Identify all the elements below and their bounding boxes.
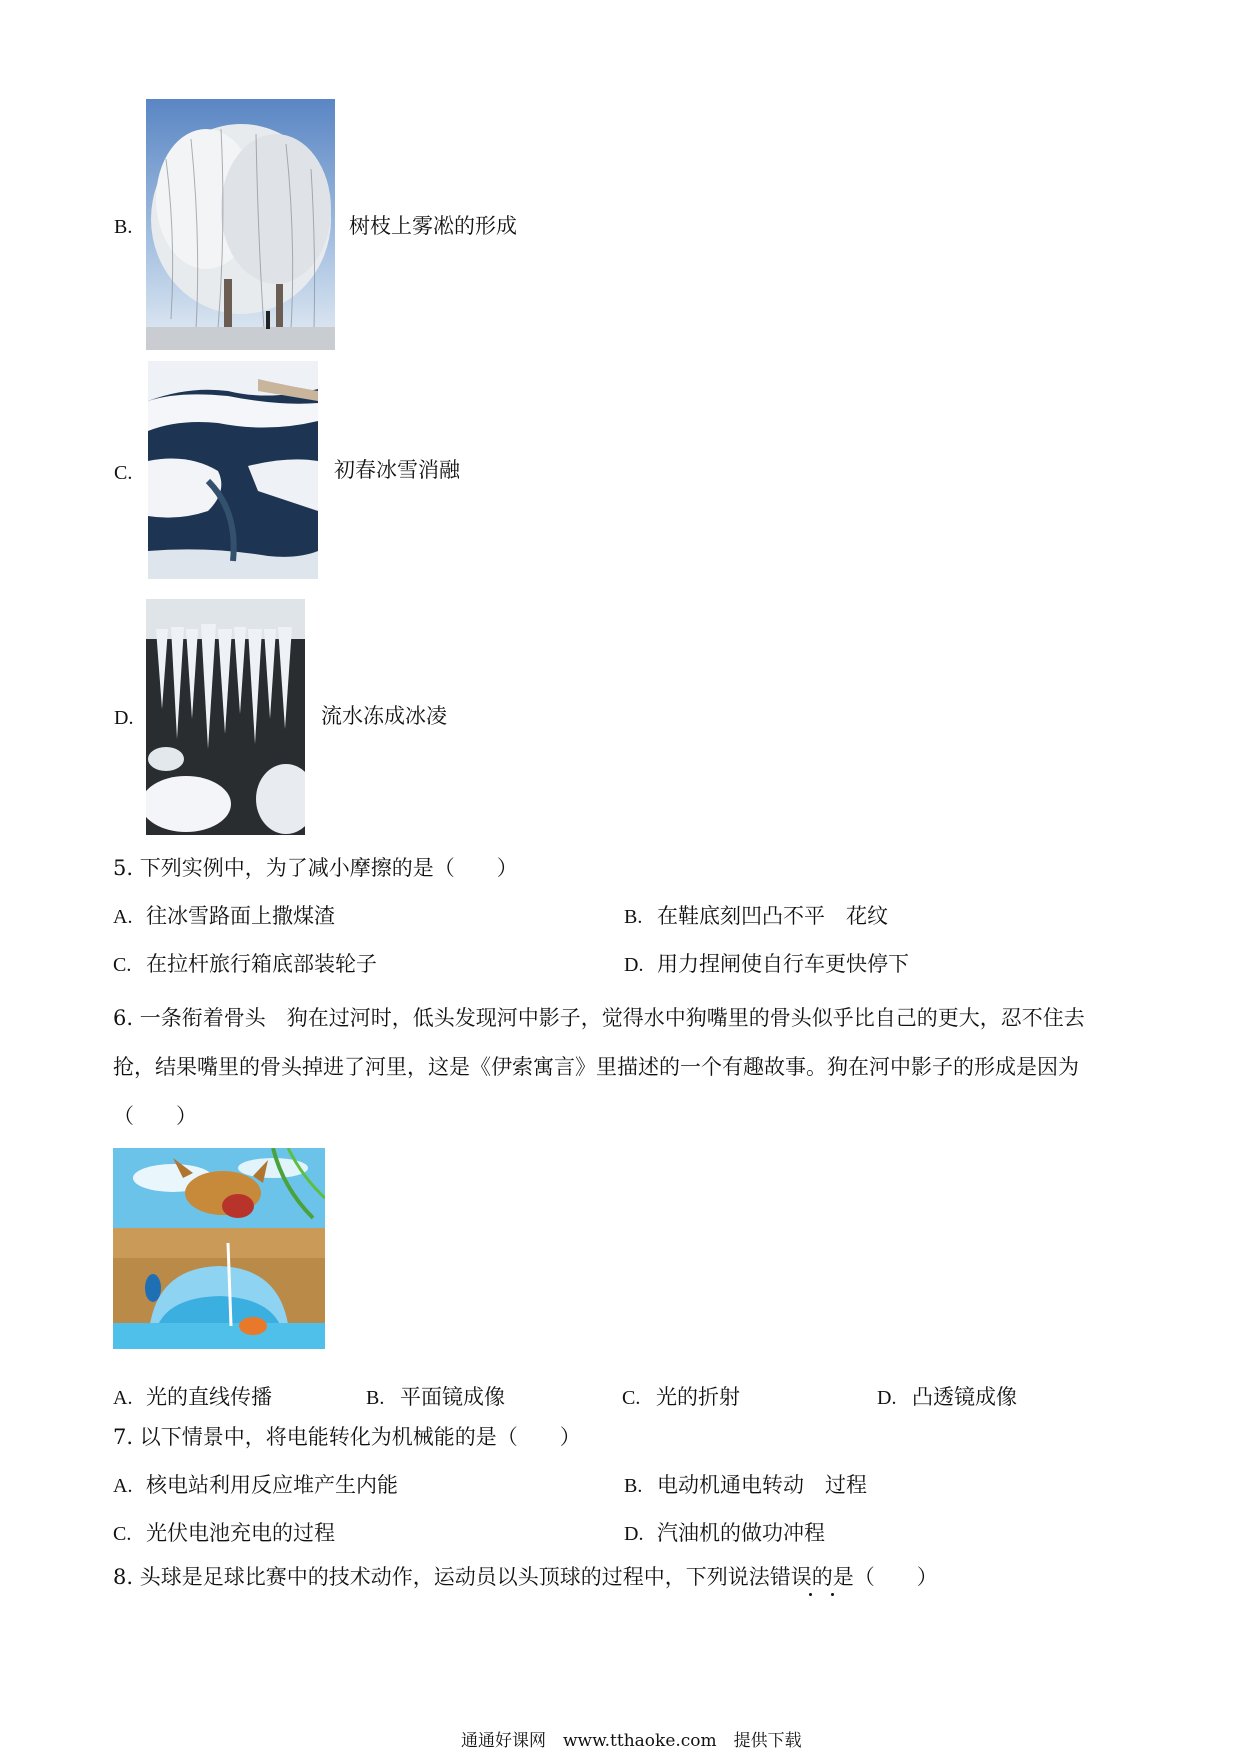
q5-option-d-letter: D. — [624, 954, 644, 976]
q6-option-b-letter: B. — [366, 1387, 385, 1409]
q7-option-a-letter: A. — [113, 1475, 133, 1497]
q7-option-a-text: 核电站利用反应堆产生内能 — [146, 1473, 398, 1497]
q7-stem: 7. 以下情景中，将电能转化为机械能的是（ ） — [113, 1425, 581, 1449]
q6-option-d-letter: D. — [877, 1387, 897, 1409]
emphasis-dot — [809, 1593, 812, 1596]
q5-option-c-letter: C. — [113, 954, 132, 976]
q4-option-b-text: 树枝上雾凇的形成 — [349, 214, 517, 238]
q5-option-b-letter: B. — [624, 906, 643, 928]
q7-option-d-text: 汽油机的做功冲程 — [657, 1521, 825, 1545]
q4-option-d-letter: D. — [114, 707, 134, 729]
q6-option-a-letter: A. — [113, 1387, 133, 1409]
q5-option-c-text: 在拉杆旅行箱底部装轮子 — [146, 952, 377, 976]
q4-option-c-letter: C. — [114, 462, 133, 484]
q6-option-a-text: 光的直线传播 — [146, 1385, 272, 1409]
q5-option-d-text: 用力捏闸使自行车更快停下 — [657, 952, 909, 976]
melting-ice-image — [148, 361, 318, 579]
q6-option-d-text: 凸透镜成像 — [912, 1385, 1017, 1409]
q5-stem: 5. 下列实例中，为了减小摩擦的是（ ） — [113, 856, 518, 880]
q7-option-b-letter: B. — [624, 1475, 643, 1497]
q7-option-c-letter: C. — [113, 1523, 132, 1545]
q6-option-c-letter: C. — [622, 1387, 641, 1409]
page-footer: 通通好课网 www.tthaoke.com 提供下载 — [461, 1731, 802, 1751]
icicles-image — [146, 599, 305, 835]
q4-option-b-letter: B. — [114, 216, 133, 238]
q4-option-d-text: 流水冻成冰凌 — [321, 704, 447, 728]
q7-option-d-letter: D. — [624, 1523, 644, 1545]
q5-option-b-text: 在鞋底刻凹凸不平 花纹 — [657, 904, 888, 928]
rime-tree-image — [146, 99, 335, 350]
dog-bridge-illustration — [113, 1148, 325, 1349]
q5-option-a-text: 往冰雪路面上撒煤渣 — [146, 904, 335, 928]
q7-option-c-text: 光伏电池充电的过程 — [146, 1521, 335, 1545]
q5-option-a-letter: A. — [113, 906, 133, 928]
q6-option-b-text: 平面镜成像 — [400, 1385, 505, 1409]
q6-stem-line2: 抢，结果嘴里的骨头掉进了河里，这是《伊索寓言》里描述的一个有趣故事。狗在河中影子的形成是因为 — [113, 1055, 1079, 1079]
q6-option-c-text: 光的折射 — [656, 1385, 740, 1409]
emphasis-dot — [831, 1593, 834, 1596]
q8-stem: 8. 头球是足球比赛中的技术动作，运动员以头顶球的过程中，下列说法错误的是（ ） — [113, 1565, 938, 1589]
q7-option-b-text: 电动机通电转动 过程 — [657, 1473, 867, 1497]
q6-stem-line3: （ ） — [113, 1104, 197, 1128]
q6-stem-line1: 6. 一条衔着骨头 狗在过河时，低头发现河中影子，觉得水中狗嘴里的骨头似乎比自己的更大，忍不住去 — [113, 1006, 1085, 1030]
q4-option-c-text: 初春冰雪消融 — [334, 458, 460, 482]
